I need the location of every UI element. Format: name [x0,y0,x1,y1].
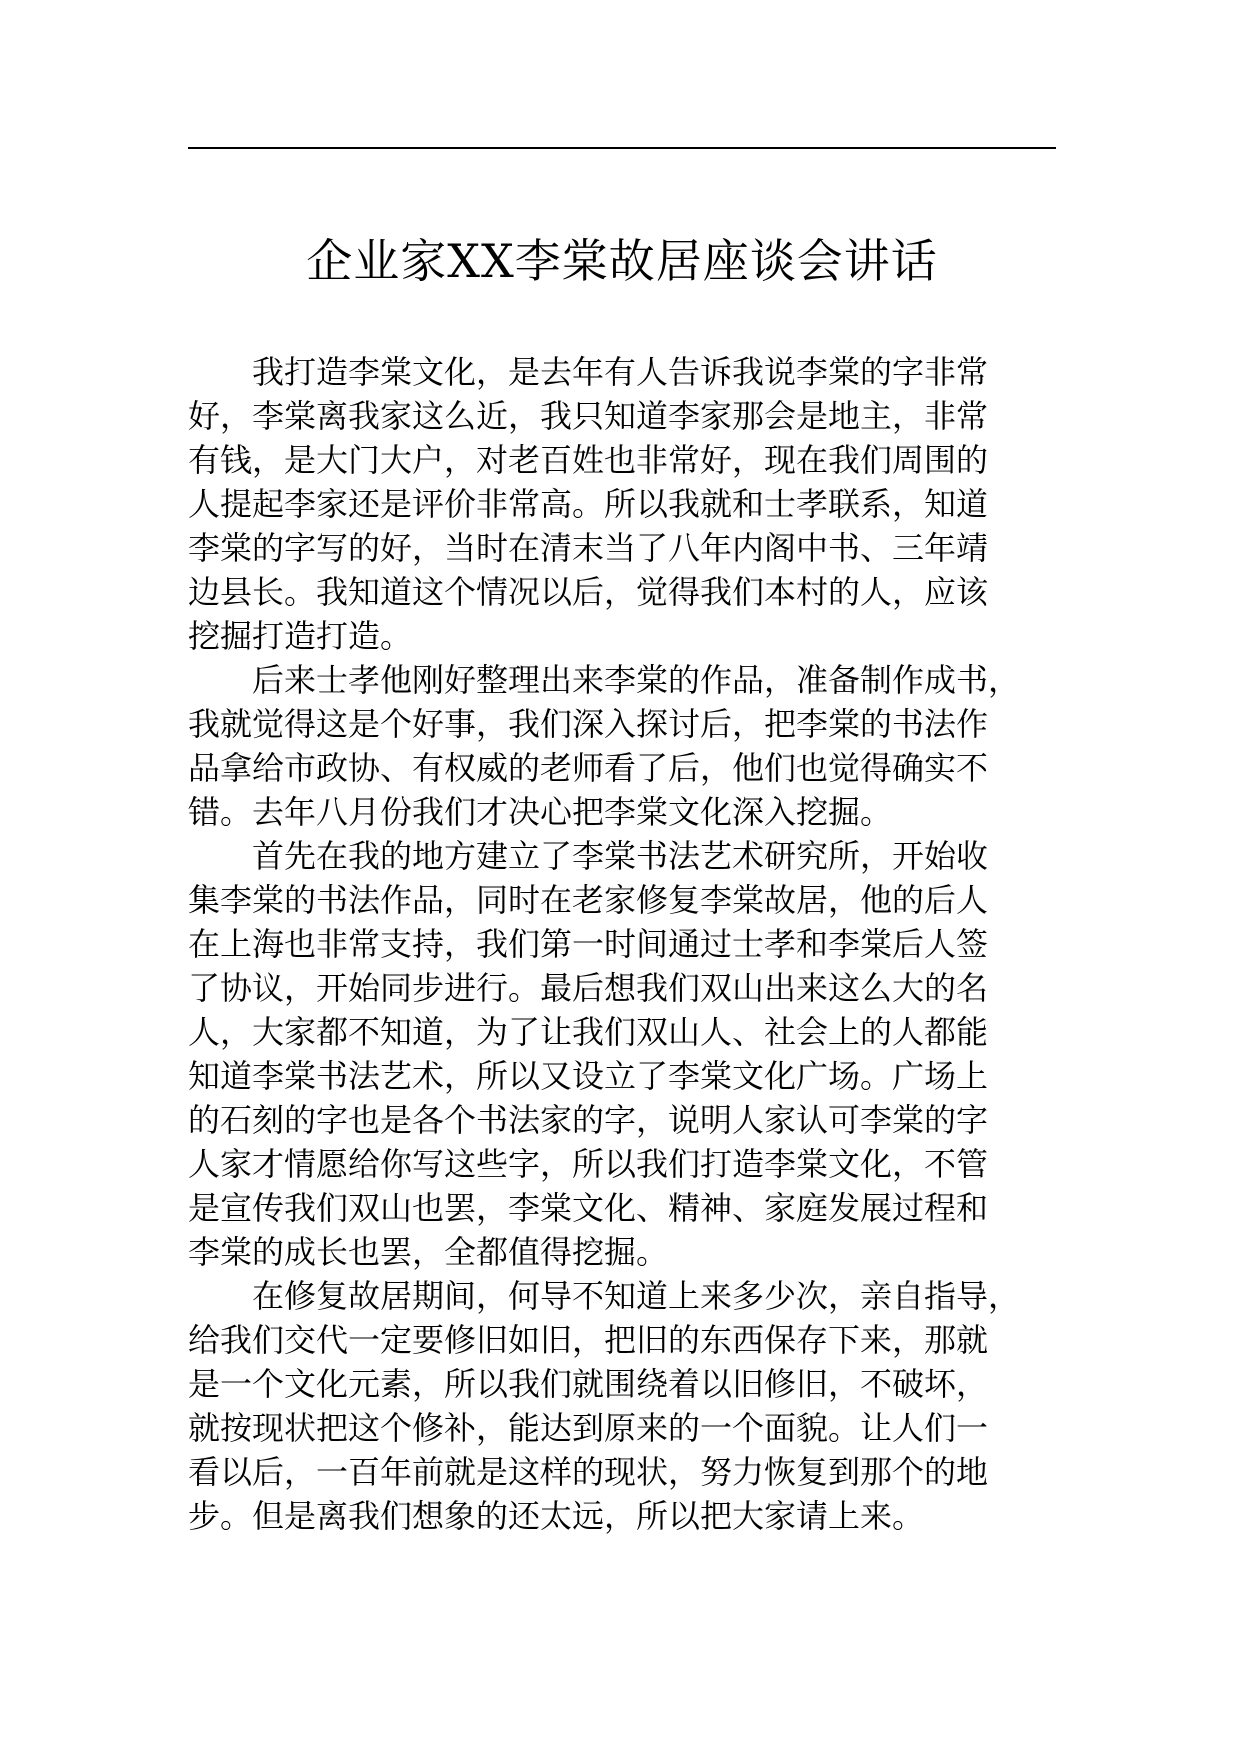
paragraph-line: 我就觉得这是个好事，我们深入探讨后，把李棠的书法作 [188,705,989,743]
paragraph-line: 在修复故居期间，何导不知道上来多少次，亲自指导， [252,1277,1021,1315]
paragraph-line: 步。但是离我们想象的还太远，所以把大家请上来。 [188,1497,925,1535]
paragraph-line: 给我们交代一定要修旧如旧，把旧的东西保存下来，那就 [188,1321,989,1359]
paragraph-line: 的石刻的字也是各个书法家的字，说明人家认可李棠的字 [188,1101,989,1139]
paragraph-line: 我打造李棠文化，是去年有人告诉我说李棠的字非常 [252,353,989,391]
paragraph-line: 人，大家都不知道，为了让我们双山人、社会上的人都能 [188,1013,989,1051]
paragraph-line: 是一个文化元素，所以我们就围绕着以旧修旧，不破坏， [188,1365,989,1403]
paragraph-line: 有钱，是大门大户，对老百姓也非常好，现在我们周围的 [188,441,989,479]
paragraph [188,1274,1088,1538]
paragraph-line: 在上海也非常支持，我们第一时间通过士孝和李棠后人签 [188,925,989,963]
paragraph-line: 好，李棠离我家这么近，我只知道李家那会是地主，非常 [188,397,989,435]
paragraph-line: 品拿给市政协、有权威的老师看了后，他们也觉得确实不 [188,749,989,787]
header-rule [188,147,1056,149]
paragraph [188,658,1088,834]
paragraph-line: 挖掘打造打造。 [188,617,413,655]
paragraph-line: 错。去年八月份我们才决心把李棠文化深入挖掘。 [188,793,893,831]
paragraph [188,834,1088,1274]
paragraph-line: 首先在我的地方建立了李棠书法艺术研究所，开始收 [252,837,989,875]
document-title: 企业家XX李棠故居座谈会讲话 [306,234,938,288]
paragraph-line: 李棠的成长也罢，全都值得挖掘。 [188,1233,669,1271]
paragraph-line: 人提起李家还是评价非常高。所以我就和士孝联系，知道 [188,485,989,523]
paragraph-line: 看以后，一百年前就是这样的现状，努力恢复到那个的地 [188,1453,989,1491]
paragraph-line: 李棠的字写的好，当时在清末当了八年内阁中书、三年靖 [188,529,989,567]
paragraph-line: 后来士孝他刚好整理出来李棠的作品，准备制作成书， [252,661,1021,699]
paragraph-line: 集李棠的书法作品，同时在老家修复李棠故居，他的后人 [188,881,989,919]
paragraph-line: 就按现状把这个修补，能达到原来的一个面貌。让人们一 [188,1409,989,1447]
document-body [188,350,1088,1538]
paragraph-line: 是宣传我们双山也罢，李棠文化、精神、家庭发展过程和 [188,1189,989,1227]
paragraph-line: 人家才情愿给你写这些字，所以我们打造李棠文化，不管 [188,1145,989,1183]
paragraph-line: 了协议，开始同步进行。最后想我们双山出来这么大的名 [188,969,989,1007]
paragraph-line: 边县长。我知道这个情况以后，觉得我们本村的人，应该 [188,573,989,611]
paragraph-line: 知道李棠书法艺术，所以又设立了李棠文化广场。广场上 [188,1057,989,1095]
paragraph [188,350,1088,658]
